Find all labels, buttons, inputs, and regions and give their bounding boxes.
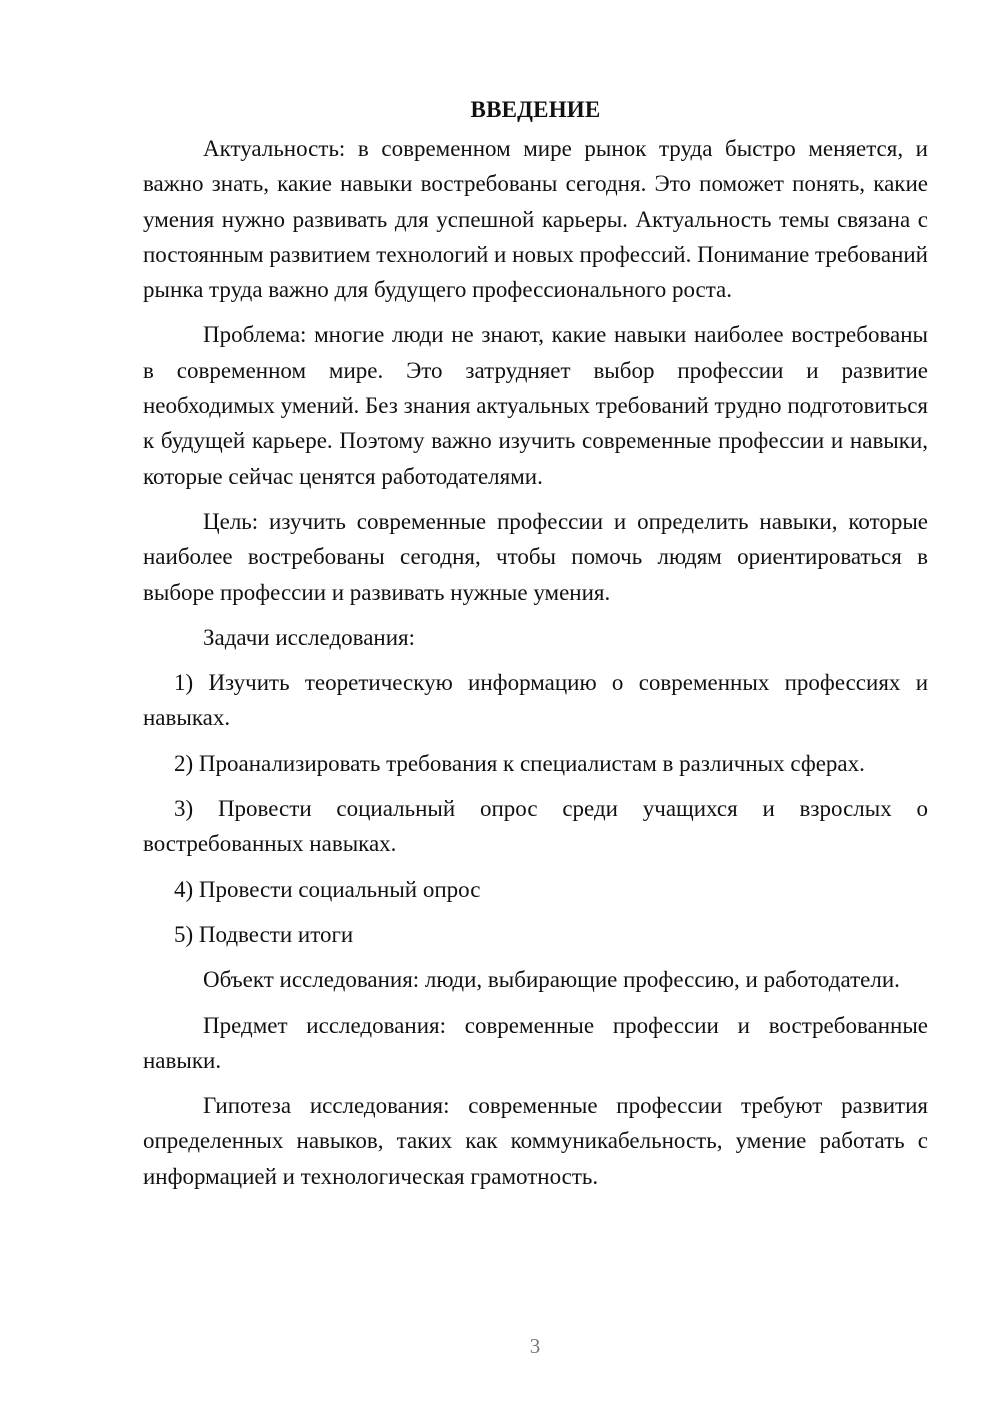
problem-paragraph: Проблема: многие люди не знают, какие навыки наиболее востребованы в современном мире. Это затрудняет выбор профессии и развитие необходимых умений. Без знания актуальных требований трудно подготовиться к будущей карьере. Поэтому важно изучить современные профессии и навыки, которые сейчас ценятся работодателями. — [143, 322, 928, 489]
task-item-2: 2) Проанализировать требования к специалистам в различных сферах. — [174, 750, 865, 776]
task-item-4: 4) Провести социальный опрос — [174, 876, 481, 902]
task-item-1: 1) Изучить теоретическую информацию о современных профессиях и навыках. — [143, 670, 928, 731]
task-item-5: 5) Подвести итоги — [174, 921, 354, 947]
goal-paragraph: Цель: изучить современные профессии и определить навыки, которые наиболее востребованы сегодня, чтобы помочь людям ориентироваться в выборе профессии и развивать нужные умения. — [143, 508, 928, 605]
subject-paragraph: Предмет исследования: современные профессии и востребованные навыки. — [143, 1012, 928, 1073]
tasks-heading: Задачи исследования: — [203, 624, 416, 650]
page-title: ВВЕДЕНИЕ — [470, 97, 601, 122]
page-number: 3 — [529, 1334, 541, 1358]
hypothesis-paragraph: Гипотеза исследования: современные профессии требуют развития определенных навыков, таких как коммуникабельность, умение работать с информацией и технологическая грамотность. — [143, 1093, 928, 1189]
object-paragraph: Объект исследования: люди, выбирающие профессию, и работодатели. — [203, 967, 900, 993]
relevance-paragraph: Актуальность: в современном мире рынок труда быстро меняется, и важно знать, какие навыки востребованы сегодня. Это поможет понять, какие умения нужно развивать для успешной карьеры. Актуальность темы связана с постоянным развитием технологий и новых профессий. Понимание требований рынка труда важно для будущего профессионального роста. — [143, 136, 928, 303]
document-body — [143, 92, 928, 1204]
task-item-3: 3) Провести социальный опрос среди учащихся и взрослых о востребованных навыках. — [143, 796, 928, 857]
